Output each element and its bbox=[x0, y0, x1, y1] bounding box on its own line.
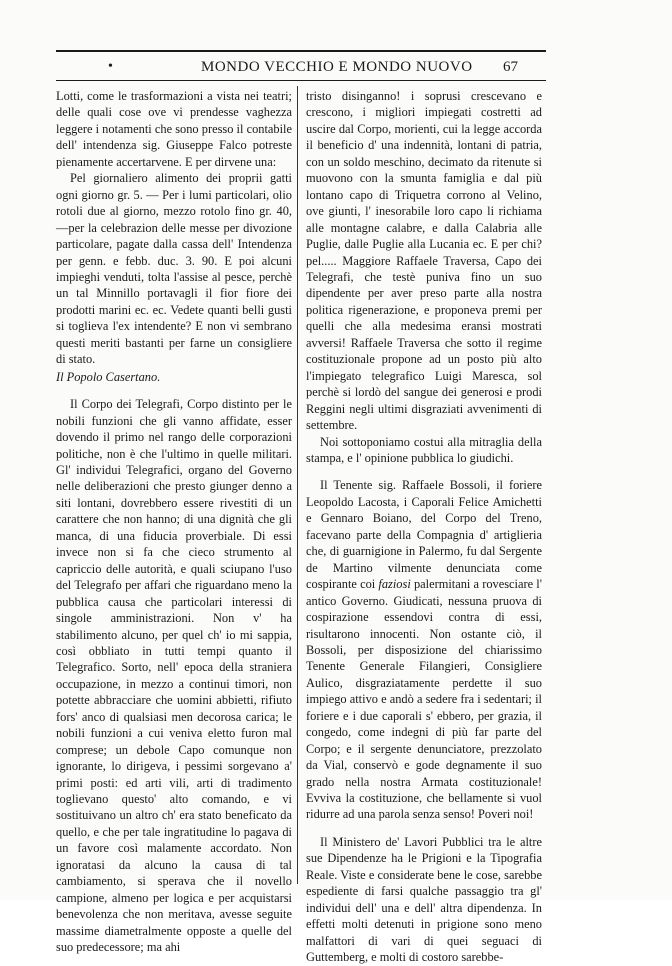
header-ornament: • bbox=[108, 59, 113, 74]
right-paragraph-3 bbox=[306, 477, 542, 823]
page-number: 67 bbox=[503, 59, 518, 75]
column-divider bbox=[297, 86, 298, 884]
header-title: MONDO VECCHIO E MONDO NUOVO bbox=[201, 59, 473, 75]
left-paragraph-3: Il Corpo dei Telegrafi, Corpo distinto per le nobili funzioni che gli vanno affidate, esser dovendo il primo nel rango delle corporazioni politiche, non è che l'ultimo in quelle militari. Gl' individui Telegrafici, organo del Governo nelle deliberazioni che presto giunger denno a siti lontani, dovrebbero essere rivestiti di un carattere che non hanno; di una dignità che gli manca, di una fiducia proverbiale. Di essi invece non si fa che cieco strumento al capriccio delle autorità, e quali sciupano l'uso del Telegrafo per affari che riguardano meno la pubblica causa che particolari interessi di singole amministrazioni. Non v' ha stabilimento alcuno, per quel ch' io mi sappia, così obbliato in tutti tempi quanto il Telegrafico. Sorto, nell' epoca della straniera occupazione, in mezzo a continui timori, non potette abbracciare che uomini abbietti, rifiuto fors' anco di qualsiasi men decorosa carica; le nobili funzioni a cui veniva eletto furon mal comprese; un debole Capo comunque non ignorante, lo dirigeva, i pessimi sorgevano a' primi posti: ed arti vili, arti di tradimento toglievano questo' alto comando, e vi sostituivano un altro ch' era stato beneficato da quello, e che per tale ingratitudine lo pagava di un favore così malamente accordato. Non ignoratasi da alcuno la causa di tal cambiamento, si sperava che il novello campione, almeno per logica e per acquistarsi benevolenza che non meritava, avesse seguite massime diametralmente opposte a quelle del suo predecessore; ma ahi bbox=[56, 397, 292, 955]
left-paragraph-2: Pel giornaliero alimento dei proprii gatti ogni giorno gr. 5. — Per i lumi particolari, olio rotoli due al giorno, mezzo rotolo fino gr. 40,—per la celebrazion delle messe per divozione particolare, pagate dalla cassa dell' Intendenza per genn. e febb. duc. 3. 90. E poi alcuni impieghi venduti, tolta l'assise al pesce, perchè un tal Minnillo portavagli il fior fiore dei prodotti marini ec. ec. Vedete quanti belli gusti si toglieva l'ex intendente? E non vi sembrano questi meriti bastanti per farne un consigliere di stato. bbox=[56, 171, 292, 367]
header-bottom-rule bbox=[56, 80, 546, 81]
right-paragraph-2: Noi sottoponiamo costui alla mitraglia della stampa, e l' opinione pubblica lo giudichi. bbox=[306, 434, 542, 465]
italic-word-faziosi: faziosi bbox=[378, 577, 411, 592]
right-paragraph-3-start: Il Tenente sig. Raffaele Bossoli, il foriere Leopoldo Lacosta, i Caporali Felice Amichetti e Gennaro Boiano, del Corpo del Treno, facevano parte della Compagnia d' artiglieria che, di guarnigione in Palermo, fu dal Sergente de Martino vilmente denunciata come cospirante coi bbox=[306, 478, 542, 592]
left-column bbox=[56, 88, 292, 956]
right-paragraph-1: tristo disinganno! i soprusi crescevano e crescono, i migliori impiegati costretti ad uscire dal Corpo, morienti, cui la legge accorda il beneficio d' una indennità, lontani di patria, con un soldo meschino, decimato da ritenute si muovono con la smunta famiglia e dal più lontano capo di Triquetra corrono al Velino, ove giunti, l' inesorabile loro capo li richiama alle montagne calabre, e dalla Calabria alle Puglie, dalle Puglie alla Lucania ec. E per chi? pel..... Maggiore Raffaele Traversa, Capo dei Telegrafi, che testè puniva fino un suo dipendente per aver preso parte alla nostra politica rigenerazione, e proponeva premi per quelli che alla medesima eransi mostrati avversi! Raffaele Traversa che sotto il regime costituzionale propone ad un posto più alto l'impiegato telegrafico Luigi Maresca, sol perchè si lordò del sangue dei generosi e prodi Reggini negli ultimi disgraziati avvenimenti di settembre. bbox=[306, 89, 542, 433]
running-header bbox=[56, 58, 546, 78]
article-signature: Il Popolo Casertano. bbox=[56, 369, 161, 384]
right-paragraph-3-end: palermitani a rovesciare l' antico Governo. Giudicati, nessuna pruova di cospirazione essendovi contra di essi, risultarono innocenti. Non ostante ciò, il Bossoli, per disposizione del chiarissimo Tenente Generale Filangieri, Consigliere Aulico, disgraziatamente perdette il suo impiego attivo e andò a sedere fra i sedentari; il foriere e i due caporali s' ebbero, per grazia, il congedo, come indegni di più far parte del Corpo; e il sergente denunciatore, prezzolato da Vial, conservò e gode degnamente il suo grado nella nostra Armata costituzionale! Evviva la costituzione, che bellamente si vuol ridurre ad una parola senza senso! Poveri noi! bbox=[306, 577, 542, 822]
header-top-rule bbox=[56, 50, 546, 52]
right-column bbox=[306, 88, 542, 966]
left-paragraph-1: Lotti, come le trasformazioni a vista nei teatri; delle quali cose ove vi prendesse vaghezza leggere i notamenti che sono presso il contabile dell' intendenza sig. Giuseppe Falco potreste pienamente accertarvene. E per dirvene una: bbox=[56, 89, 292, 169]
right-paragraph-4: Il Ministero de' Lavori Pubblici tra le altre sue Dipendenze ha le Prigioni e la Tipografia Reale. Viste e considerate bene le cose, sarebbe espediente di farsi qualche passaggio tra gl' individui dell' una e dell' altra dipendenza. In effetti molti detenuti in prigione sono meno malfattori di vari di quei seguaci di Guttemberg, e molti di costoro sarebbe- bbox=[306, 834, 542, 965]
